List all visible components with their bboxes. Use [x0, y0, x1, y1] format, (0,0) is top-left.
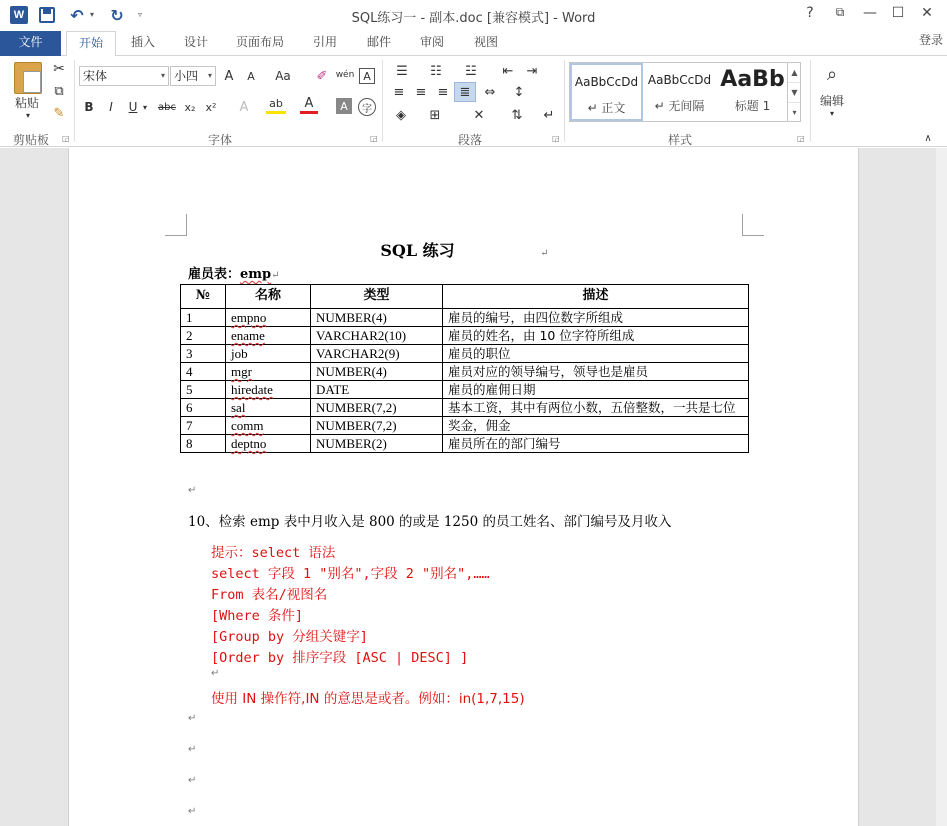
strikethrough-button[interactable]: abc — [158, 101, 176, 113]
style-name: ↵ 无间隔 — [654, 99, 705, 113]
column-name: deptno — [226, 435, 311, 453]
table-row — [181, 345, 749, 363]
column-name: mgr — [226, 363, 311, 381]
scroll-down-icon[interactable]: ▼ — [788, 83, 801, 103]
tab-page-layout[interactable]: 页面布局 — [235, 35, 284, 49]
row-number: 5 — [181, 381, 226, 399]
sort-icon[interactable]: ⇅ — [511, 107, 523, 123]
paragraph-mark: ↵ — [188, 806, 197, 817]
paste-button-label[interactable]: 粘贴 — [14, 95, 39, 110]
column-type: NUMBER(7,2) — [311, 417, 443, 435]
ribbon-tabs — [0, 31, 947, 56]
paragraph-mark: ↵ — [188, 744, 197, 755]
align-left-icon[interactable]: ≡ — [393, 84, 405, 100]
ribbon-display-button[interactable]: ⧉ — [835, 5, 845, 19]
group-divider — [564, 60, 565, 142]
group-divider — [74, 60, 75, 142]
help-button[interactable]: ? — [806, 5, 814, 21]
column-description: 奖金，佣金 — [443, 417, 749, 435]
tab-insert[interactable]: 插入 — [130, 35, 155, 49]
row-number: 2 — [181, 327, 226, 345]
style-name: ↵ 正文 — [587, 101, 626, 115]
show-marks-icon[interactable]: ↵ — [543, 107, 555, 123]
distributed-icon[interactable]: ⇔ — [484, 84, 496, 100]
numbering-icon[interactable]: ☷ — [430, 63, 442, 79]
enclose-character-button[interactable]: 字 — [358, 98, 376, 116]
column-description: 雇员的编号，由四位数字所组成 — [443, 309, 749, 327]
column-name: comm — [226, 417, 311, 435]
styles-gallery — [569, 62, 801, 122]
question-text: 10、检索 emp 表中月收入是 800 的或是 1250 的员工姓名、部门编号及月收入 — [188, 514, 672, 530]
align-center-icon[interactable]: ≡ — [415, 84, 427, 100]
superscript-button[interactable]: x² — [205, 100, 217, 114]
bullets-icon[interactable]: ☰ — [396, 63, 408, 79]
row-number: 4 — [181, 363, 226, 381]
shading-icon[interactable]: ◈ — [396, 107, 406, 123]
chevron-down-icon: ▾ — [207, 71, 212, 80]
column-type: NUMBER(4) — [311, 309, 443, 327]
style-normal[interactable] — [570, 63, 643, 121]
text-direction-icon[interactable]: ✕ — [473, 107, 485, 123]
column-type: NUMBER(4) — [311, 363, 443, 381]
hint-line: [Order by 排序字段 [ASC | DESC] ] — [211, 650, 469, 666]
font-name-value: 宋体 — [83, 69, 108, 83]
column-description: 雇员的职位 — [443, 345, 749, 363]
sign-in-link[interactable]: 登录 — [918, 33, 943, 47]
crop-mark — [742, 214, 764, 236]
italic-button[interactable]: I — [109, 100, 113, 114]
table-row — [181, 381, 749, 399]
table-row — [181, 399, 749, 417]
column-description: 雇员所在的部门编号 — [443, 435, 749, 453]
column-name: job — [226, 345, 311, 363]
font-name-dropdown[interactable] — [79, 66, 169, 86]
hint-line: 提示：select 语法 — [211, 545, 336, 561]
style-no-spacing[interactable] — [643, 63, 716, 121]
column-description: 雇员的姓名，由 10 位字符所组成 — [443, 327, 749, 345]
font-launcher-icon[interactable]: ◲ — [370, 134, 378, 143]
redo-icon[interactable]: ↻ — [110, 5, 124, 25]
column-type: DATE — [311, 381, 443, 399]
column-header: 描述 — [443, 285, 749, 309]
increase-indent-icon[interactable]: ⇥ — [526, 63, 538, 79]
column-name: ename — [226, 327, 311, 345]
underline-button[interactable]: U — [128, 100, 138, 114]
hint-line: [Where 条件] — [211, 608, 304, 624]
style-name: 标题 1 — [734, 99, 771, 113]
text-effects-button[interactable]: A — [239, 99, 249, 115]
row-number: 6 — [181, 399, 226, 417]
style-sample: AaBbCcDd — [574, 75, 639, 89]
align-right-icon[interactable]: ≡ — [437, 84, 449, 100]
heading-text: SQL 练习 — [380, 241, 455, 260]
document-area — [0, 148, 947, 826]
underline-dropdown-icon[interactable]: ▾ — [142, 102, 147, 112]
font-group-label: 字体 — [207, 133, 232, 147]
phonetic-guide-button[interactable]: wén — [335, 70, 355, 80]
paragraph-mark: ↵ — [540, 248, 549, 259]
paragraph-mark: ↵ — [188, 485, 197, 496]
font-size-dropdown[interactable] — [170, 66, 216, 86]
maximize-button[interactable]: ☐ — [891, 5, 905, 21]
document-heading — [69, 238, 860, 261]
shrink-font-button[interactable]: A — [247, 69, 255, 83]
ribbon — [0, 56, 947, 147]
row-number: 1 — [181, 309, 226, 327]
styles-group-label: 样式 — [667, 133, 692, 147]
editing-dropdown-icon[interactable]: ▾ — [829, 108, 834, 118]
bold-button[interactable]: B — [84, 100, 94, 114]
hint-line: select 字段 1 "别名",字段 2 "别名",…… — [211, 566, 490, 582]
table-row — [181, 327, 749, 345]
column-type: NUMBER(2) — [311, 435, 443, 453]
hint-line: From 表名/视图名 — [211, 587, 328, 603]
undo-icon[interactable]: ↶ — [70, 5, 84, 25]
styles-scroll — [787, 63, 801, 121]
column-name: hiredate — [226, 381, 311, 399]
collapse-ribbon-icon[interactable]: ∧ — [924, 132, 932, 144]
group-divider — [382, 60, 383, 142]
styles-launcher-icon[interactable]: ◲ — [797, 134, 805, 143]
paragraph-launcher-icon[interactable]: ◲ — [552, 134, 560, 143]
caption-table-name: emp — [240, 267, 272, 282]
table-row — [181, 309, 749, 327]
editing-button[interactable]: 编辑 — [819, 93, 844, 108]
column-description: 雇员的雇佣日期 — [443, 381, 749, 399]
clear-formatting-icon[interactable]: ✐ — [316, 68, 328, 84]
column-header: № — [181, 285, 226, 309]
style-sample: AaBb — [720, 67, 785, 92]
column-type: NUMBER(7,2) — [311, 399, 443, 417]
copy-icon[interactable]: ⧉ — [54, 83, 64, 99]
grow-font-button[interactable]: A — [224, 68, 234, 84]
row-number: 7 — [181, 417, 226, 435]
font-color-button[interactable]: A — [300, 96, 318, 114]
highlight-button[interactable]: ab — [266, 96, 286, 114]
column-name: empno — [226, 309, 311, 327]
clipboard-group-label: 剪贴板 — [12, 133, 49, 147]
close-button[interactable]: ✕ — [921, 5, 933, 21]
clipboard-launcher-icon[interactable]: ◲ — [62, 134, 70, 143]
cut-icon[interactable]: ✂ — [53, 61, 65, 77]
column-type: VARCHAR2(9) — [311, 345, 443, 363]
table-row — [181, 435, 749, 453]
caption-prefix: 雇员表： — [188, 267, 241, 282]
column-description: 基本工资，其中有两位小数，五倍整数，一共是七位 — [443, 399, 749, 417]
column-header: 名称 — [226, 285, 311, 309]
vertical-scrollbar[interactable] — [936, 148, 947, 826]
chevron-down-icon: ▾ — [160, 71, 165, 80]
tab-mailings[interactable]: 邮件 — [366, 35, 391, 49]
multilevel-list-icon[interactable]: ☳ — [465, 63, 477, 79]
row-number: 3 — [181, 345, 226, 363]
paragraph-mark: ↵ — [188, 775, 197, 786]
paragraph-group-label: 段落 — [457, 133, 482, 147]
minimize-button[interactable]: — — [863, 5, 877, 21]
paragraph-mark: ↵ — [271, 270, 280, 281]
column-header: 类型 — [311, 285, 443, 309]
paragraph-mark: ↵ — [188, 713, 197, 724]
table-header-row — [181, 285, 749, 309]
group-divider — [810, 60, 811, 142]
decrease-indent-icon[interactable]: ⇤ — [502, 63, 514, 79]
style-sample: AaBbCcDd — [647, 73, 712, 87]
title-bar — [0, 0, 947, 31]
change-case-button[interactable]: Aa — [275, 69, 291, 83]
tab-references[interactable]: 引用 — [312, 35, 337, 49]
character-shading-button[interactable]: A — [336, 98, 352, 114]
tab-view[interactable]: 视图 — [473, 35, 498, 49]
word-app-icon[interactable]: W — [10, 6, 28, 24]
character-border-button[interactable]: A — [359, 68, 375, 84]
paragraph-mark: ↵ — [211, 668, 220, 679]
table-caption — [188, 263, 280, 282]
tab-design[interactable]: 设计 — [183, 35, 208, 49]
document-title: SQL练习一 - 副本.doc [兼容模式] - Word — [351, 11, 596, 26]
subscript-button[interactable]: x₂ — [184, 100, 196, 114]
paste-dropdown-icon[interactable]: ▾ — [25, 110, 30, 120]
line-spacing-icon[interactable]: ↕ — [513, 84, 525, 100]
column-name: sal — [226, 399, 311, 417]
tab-review[interactable]: 审阅 — [419, 35, 444, 49]
find-binoculars-icon[interactable]: ⌕ — [826, 63, 838, 85]
paste-icon[interactable] — [14, 62, 42, 94]
table-row — [181, 417, 749, 435]
row-number: 8 — [181, 435, 226, 453]
tab-home[interactable]: 开始 — [66, 31, 116, 57]
emp-table — [180, 284, 749, 453]
font-size-value: 小四 — [174, 69, 199, 83]
tab-file[interactable]: 文件 — [0, 31, 61, 56]
document-page[interactable] — [68, 148, 859, 826]
crop-mark — [165, 214, 187, 236]
customize-qat-icon[interactable]: ▿ — [138, 10, 143, 19]
hint-line: [Group by 分组关键字] — [211, 629, 368, 645]
justify-icon[interactable]: ≣ — [454, 82, 476, 102]
column-type: VARCHAR2(10) — [311, 327, 443, 345]
scroll-up-icon[interactable]: ▲ — [788, 63, 801, 83]
style-heading-1[interactable] — [716, 63, 789, 121]
more-styles-icon[interactable]: ▾ — [788, 103, 801, 122]
column-description: 雇员对应的领导编号，领导也是雇员 — [443, 363, 749, 381]
format-painter-icon[interactable]: ✎ — [53, 105, 65, 121]
hint-line: 使用 IN 操作符,IN 的意思是或者。例如：in(1,7,15) — [211, 691, 525, 707]
undo-dropdown-icon[interactable]: ▾ — [90, 10, 95, 19]
table-row — [181, 363, 749, 381]
borders-icon[interactable]: ⊞ — [429, 107, 441, 123]
